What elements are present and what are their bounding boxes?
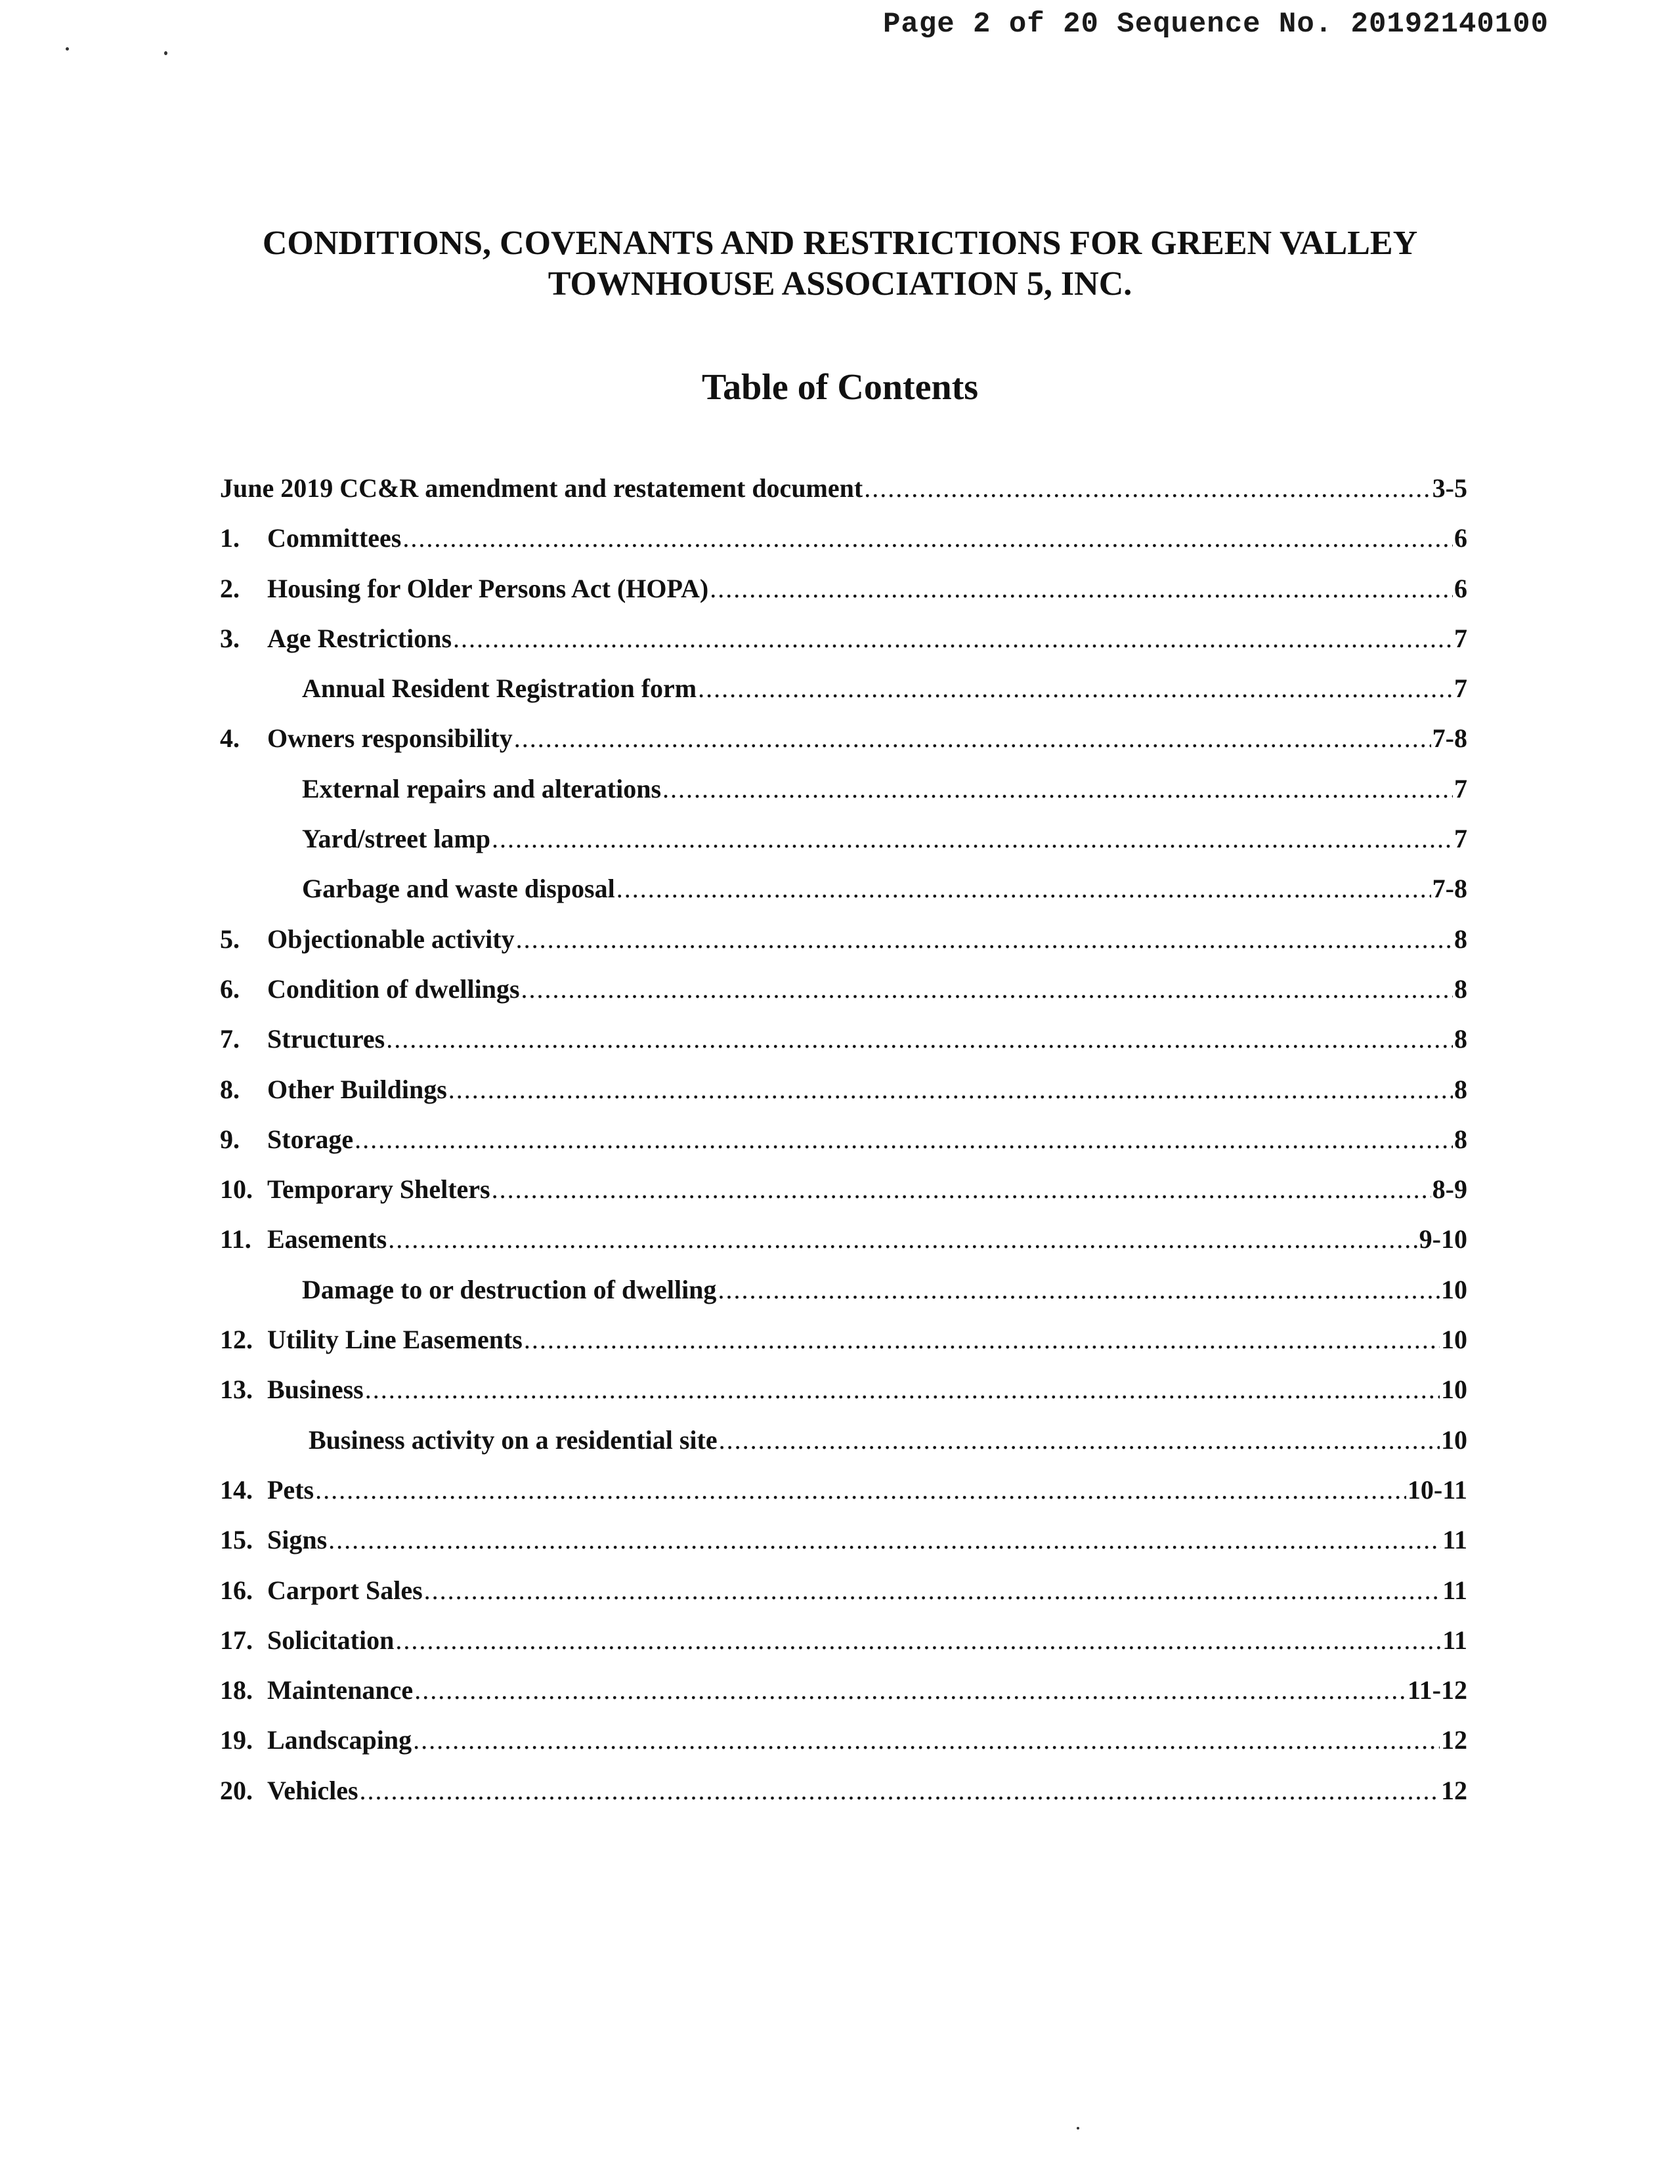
toc-entry-label: Structures [267,1024,385,1054]
toc-dot-leader [402,523,1453,553]
toc-entry-number: 20. [220,1775,253,1805]
table-of-contents [220,473,1467,1825]
toc-entry-page: 7 [1454,623,1467,653]
toc-dot-leader [718,1274,1440,1305]
toc-dot-leader [710,573,1453,604]
toc-entry-label: Damage to or destruction of dwelling [302,1274,717,1304]
toc-entry-page: 8 [1454,1124,1467,1154]
toc-dot-leader [424,1575,1442,1606]
toc-entry-page: 10 [1441,1375,1467,1405]
toc-dot-leader [388,1224,1417,1254]
toc-entry-page: 8-9 [1432,1174,1467,1205]
toc-entry-number: 19. [220,1725,253,1755]
toc-entry-page: 10 [1441,1274,1467,1304]
toc-entry-page: 7 [1454,773,1467,803]
toc-entry-label: Housing for Older Persons Act (HOPA) [267,573,709,603]
toc-dot-leader [864,473,1431,503]
toc-entry-label: Utility Line Easements [267,1325,523,1355]
toc-entry-page: 10 [1441,1424,1467,1455]
toc-dot-leader [315,1474,1406,1505]
toc-entry-label: Carport Sales [267,1575,423,1605]
toc-entry [220,623,1467,673]
toc-entry-number: 1. [220,523,240,553]
toc-entry-number: 11. [220,1224,251,1254]
toc-entry-label: Owners responsibility [267,723,513,754]
toc-entry [220,1124,1467,1174]
toc-entry [220,1324,1467,1374]
toc-dot-leader [521,974,1453,1004]
toc-entry-number: 16. [220,1575,253,1605]
toc-entry-number: 4. [220,723,240,754]
toc-entry-label: Temporary Shelters [267,1174,490,1205]
toc-entry [220,1675,1467,1724]
toc-dot-leader [719,1424,1440,1455]
toc-entry-number: 17. [220,1625,253,1655]
toc-heading: Table of Contents [701,367,979,408]
toc-entry-label: Yard/street lamp [302,824,490,854]
toc-entry-page: 8 [1454,1074,1467,1104]
toc-entry [220,773,1467,823]
toc-dot-leader [395,1625,1441,1656]
toc-entry [220,473,1467,523]
toc-dot-leader [413,1724,1440,1755]
toc-entry-label: Objectionable activity [267,924,515,954]
toc-entry-label: Landscaping [267,1725,412,1755]
toc-entry-label: Age Restrictions [267,623,452,653]
toc-entry [220,723,1467,773]
toc-entry [220,523,1467,572]
toc-entry-page: 3-5 [1432,473,1467,503]
toc-entry [220,823,1467,873]
toc-entry-label: Garbage and waste disposal [302,874,615,904]
toc-entry-page: 8 [1454,924,1467,954]
document-title-line-2: TOWNHOUSE ASSOCIATION 5, INC. [548,265,1132,303]
toc-entry [220,1575,1467,1625]
toc-dot-leader [616,873,1431,904]
toc-dot-leader [492,823,1453,854]
toc-entry-page: 7-8 [1432,723,1467,754]
toc-entry-page: 11 [1442,1525,1467,1555]
scan-speck [1077,2127,1079,2130]
toc-entry-label: Business activity on a residential site [309,1424,718,1455]
toc-entry [220,1625,1467,1675]
document-title-line-1: CONDITIONS, COVENANTS AND RESTRICTIONS FOR GREEN VALLEY [262,225,1418,262]
toc-dot-leader [492,1174,1431,1205]
toc-entry-label: External repairs and alterations [302,773,662,803]
toc-entry-page: 6 [1454,573,1467,603]
toc-dot-leader [365,1374,1440,1405]
toc-dot-leader [360,1775,1440,1806]
toc-entry [220,673,1467,723]
page-sequence-stamp: Page 2 of 20 Sequence No. 20192140100 [883,8,1549,41]
toc-entry [220,1074,1467,1124]
toc-entry-page: 11 [1442,1625,1467,1655]
toc-entry-number: 13. [220,1375,253,1405]
toc-entry-number: 15. [220,1525,253,1555]
toc-dot-leader [355,1124,1453,1155]
toc-entry-number: 7. [220,1024,240,1054]
toc-dot-leader [514,723,1431,754]
toc-entry-page: 9-10 [1419,1224,1467,1254]
toc-entry-page: 12 [1441,1725,1467,1755]
toc-entry-label: Other Buildings [267,1074,447,1104]
toc-entry-number: 18. [220,1675,253,1705]
toc-entry [220,1474,1467,1524]
toc-entry-label: Maintenance [267,1675,414,1705]
toc-entry-page: 7-8 [1432,874,1467,904]
toc-entry-page: 8 [1454,974,1467,1004]
toc-dot-leader [414,1675,1406,1705]
toc-dot-leader [698,673,1453,704]
toc-entry-label: Easements [267,1224,387,1254]
toc-entry-label: June 2019 CC&R amendment and restatement document [220,473,863,503]
toc-entry [220,1023,1467,1073]
toc-entry [220,924,1467,974]
toc-entry-number: 9. [220,1124,240,1154]
toc-entry-page: 6 [1454,523,1467,553]
toc-dot-leader [662,773,1453,804]
toc-entry-page: 10-11 [1407,1474,1467,1505]
toc-entry [220,873,1467,923]
toc-entry-number: 10. [220,1174,253,1205]
toc-entry [220,573,1467,623]
scan-speck [164,51,167,55]
toc-entry [220,1524,1467,1574]
toc-dot-leader [453,623,1453,654]
toc-entry-number: 2. [220,573,240,603]
toc-entry-page: 7 [1454,824,1467,854]
toc-entry-page: 11-12 [1407,1675,1467,1705]
toc-entry [220,974,1467,1023]
toc-entry [220,1224,1467,1274]
toc-entry-number: 14. [220,1474,253,1505]
toc-entry-label: Committees [267,523,402,553]
scan-speck [66,47,69,51]
toc-entry-label: Signs [267,1525,328,1555]
toc-entry-label: Storage [267,1124,354,1154]
toc-entry-label: Solicitation [267,1625,395,1655]
toc-entry [220,1174,1467,1224]
document-title [0,223,1680,305]
toc-dot-leader [516,924,1453,954]
toc-entry-label: Business [267,1375,364,1405]
toc-entry [220,1274,1467,1324]
toc-entry [220,1724,1467,1774]
toc-entry-number: 12. [220,1325,253,1355]
toc-entry-label: Pets [267,1474,314,1505]
toc-dot-leader [386,1023,1453,1054]
toc-entry-page: 12 [1441,1775,1467,1805]
toc-entry-number: 6. [220,974,240,1004]
toc-entry [220,1374,1467,1424]
toc-entry-page: 7 [1454,674,1467,704]
toc-entry-number: 8. [220,1074,240,1104]
toc-entry [220,1424,1467,1474]
toc-dot-leader [524,1324,1440,1355]
toc-entry-page: 8 [1454,1024,1467,1054]
toc-entry-label: Vehicles [267,1775,358,1805]
toc-entry-number: 3. [220,623,240,653]
toc-entry-number: 5. [220,924,240,954]
toc-entry-label: Condition of dwellings [267,974,520,1004]
toc-dot-leader [448,1074,1453,1105]
toc-entry [220,1775,1467,1825]
toc-dot-leader [328,1524,1441,1555]
toc-entry-page: 11 [1442,1575,1467,1605]
toc-entry-label: Annual Resident Registration form [302,674,697,704]
toc-entry-page: 10 [1441,1325,1467,1355]
